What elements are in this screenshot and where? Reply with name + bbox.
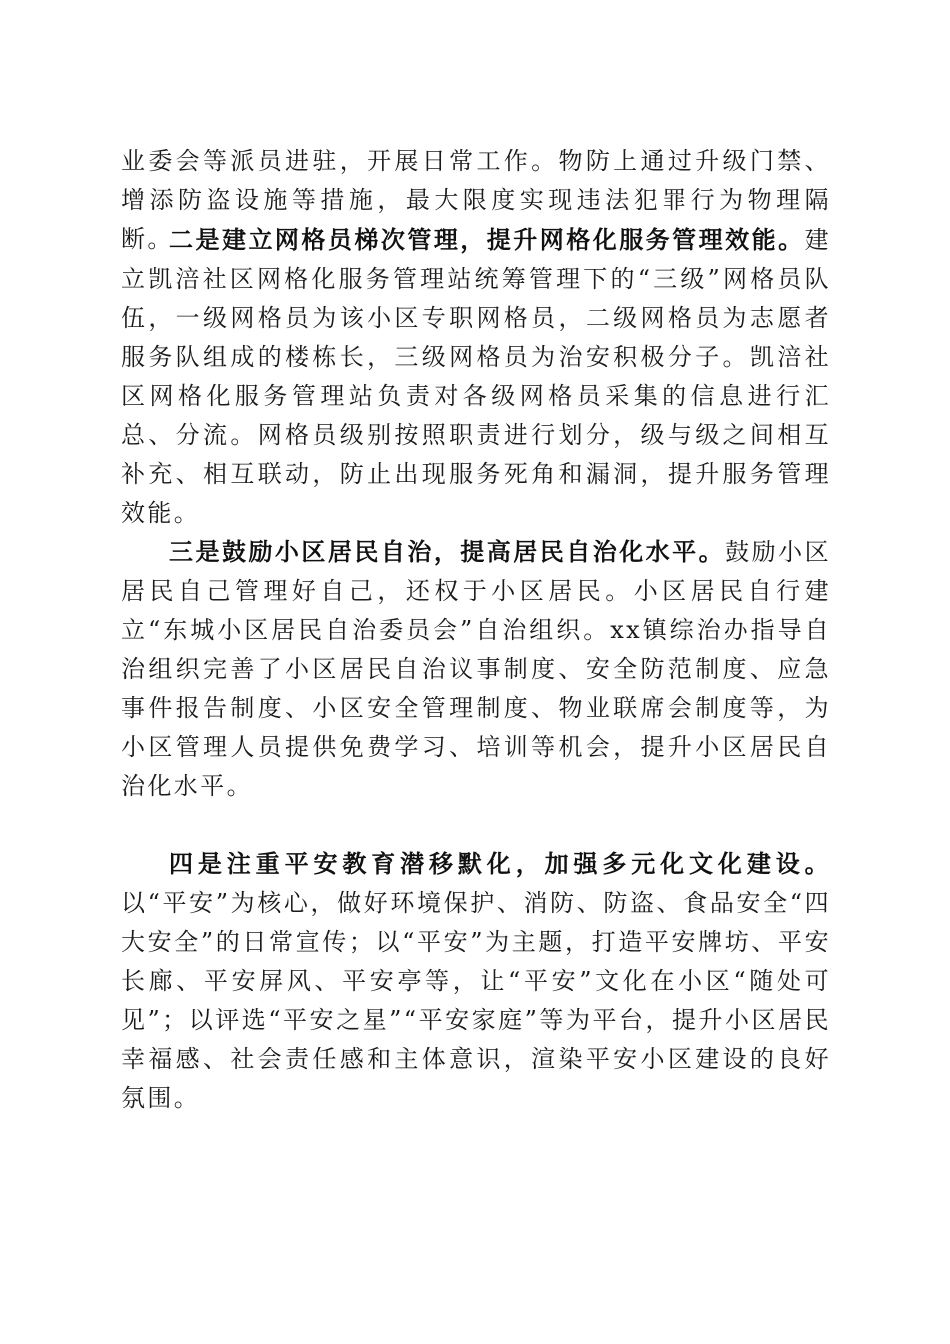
paragraph-lead: 四是注重平安教育潜移默化，加强多元化文化建设。 [169,849,831,878]
paragraph-body: 业委会等派员进驻，开展日常工作。物防上通过升级门禁、增添防盗设施等措施，最大限度实现违法犯罪行为物理隔断。 [121,147,831,253]
paragraph-body: 鼓励小区居民自己管理好自己，还权于小区居民。小区居民自行建立“东城小区居民自治委员会”自治组织。xx镇综治办指导自治组织完善了小区居民自治议事制度、安全防范制度、应急事件报告制度、小区安全管理制度、物业联席会制度等，为小区管理人员提供免费学习、培训等机会，提升小区居民自治化水平。 [121,538,831,800]
paragraph-safety-culture [121,844,831,1118]
paragraph-body: 以“平安”为核心，做好环境保护、消防、防盗、食品安全“四大安全”的日常宣传；以“平安”为主题，打造平安牌坊、平安长廊、平安屏风、平安亭等，让“平安”文化在小区“随处可见”；以评选“平安之星”“平安家庭”等为平台，提升小区居民幸福感、社会责任感和主体意识，渲染平安小区建设的良好氛围。 [121,889,831,1112]
paragraph-resident-autonomy [121,532,831,806]
paragraph-lead: 二是建立网格员梯次管理，提升网格化服务管理效能。 [169,225,805,254]
paragraph-body: 建立凯涪社区网格化服务管理站统筹管理下的“三级”网格员队伍，一级网格员为该小区专职网格员，二级网格员为志愿者服务队组成的楼栋长，三级网格员为治安积极分子。凯涪社区网格化服务管理站负责对各级网格员采集的信息进行汇总、分流。网格员级别按照职责进行划分，级与级之间相互补充、相互联动，防止出现服务死角和漏洞，提升服务管理效能。 [121,226,831,527]
paragraph-lead: 三是鼓励小区居民自治，提高居民自治化水平。 [169,537,726,566]
paragraph-grid-management [121,220,831,533]
